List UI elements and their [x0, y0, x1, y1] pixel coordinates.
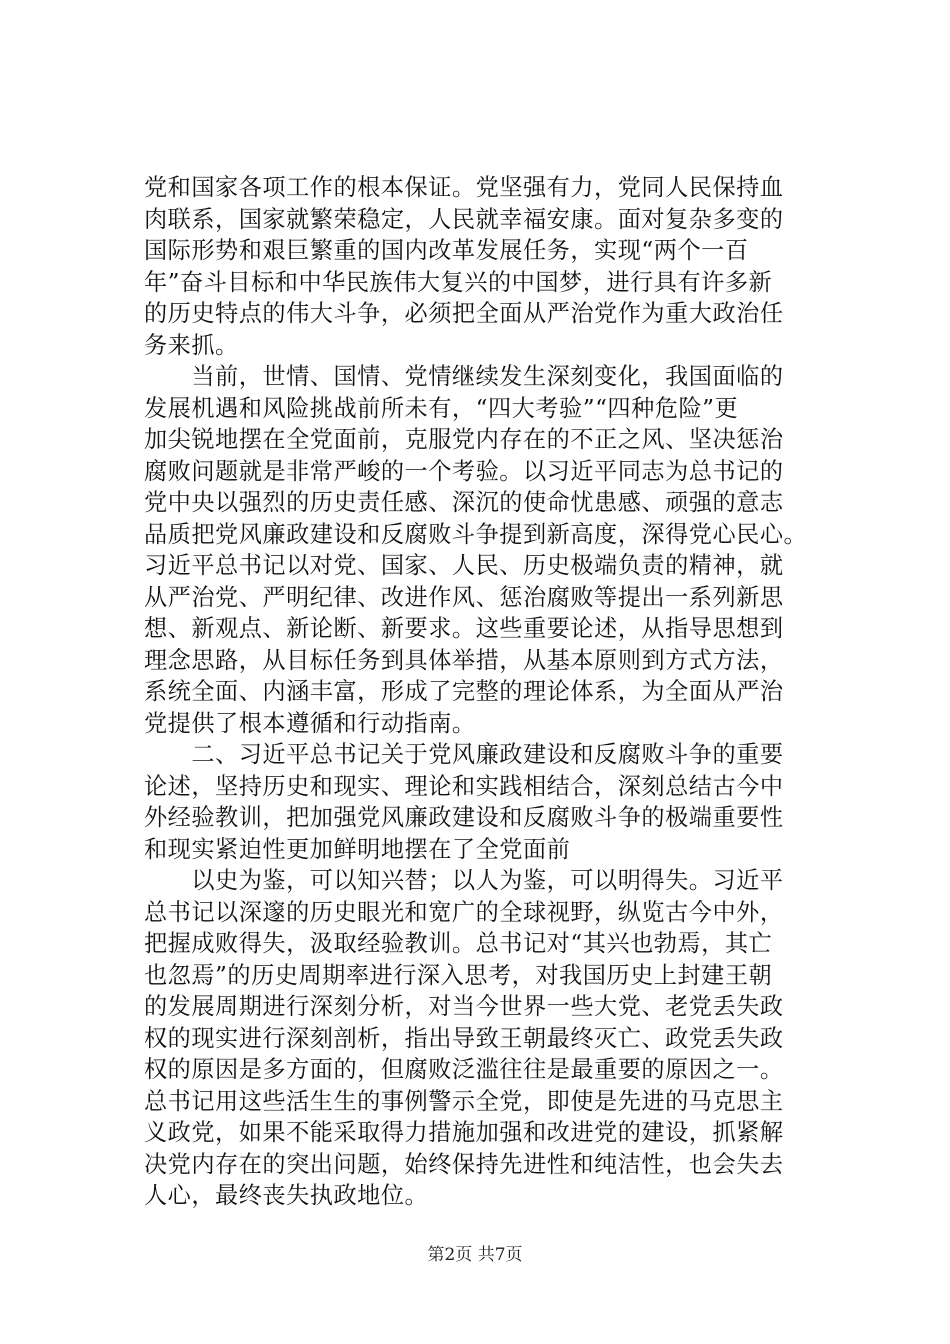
text-line: 务来抓。 [144, 331, 239, 359]
text-line: 把握成败得失，汲取经验教训。总书记对“其兴也勃焉，其亡 [144, 930, 773, 957]
text-line: 党提供了根本遵循和行动指南。 [144, 709, 476, 737]
page-number-footer: 第2页 共7页 [427, 1245, 523, 1265]
text-line: 权的原因是多方面的，但腐败泛滥往往是最重要的原因之一。 [144, 1056, 784, 1083]
text-line: 党和国家各项工作的根本保证。党坚强有力，党同人民保持血 [144, 174, 784, 201]
text-line: 党中央以强烈的历史责任感、深沉的使命忧患感、顽强的意志 [144, 489, 784, 516]
text-line: 发展机遇和风险挑战前所未有，“四大考验”“四种危险”更 [144, 394, 739, 422]
text-line: 论述，坚持历史和现实、理论和实践相结合，深刻总结古今中 [144, 772, 784, 800]
text-line: 的历史特点的伟大斗争，必须把全面从严治党作为重大政治任 [144, 300, 784, 327]
text-line: 习近平总书记以对党、国家、人民、历史极端负责的精神，就 [144, 552, 784, 579]
text-line: 品质把党风廉政建设和反腐败斗争提到新高度，深得党心民心。 [144, 520, 808, 548]
text-line: 从严治党、严明纪律、改进作风、惩治腐败等提出一系列新思 [144, 583, 784, 611]
text-line: 腐败问题就是非常严峻的一个考验。以习近平同志为总书记的 [144, 457, 784, 485]
text-line: 也忽焉”的历史周期率进行深入思考，对我国历史上封建王朝 [144, 961, 773, 989]
text-line: 肉联系，国家就繁荣稳定，人民就幸福安康。面对复杂多变的 [144, 205, 784, 233]
text-line: 以史为鉴，可以知兴替；以人为鉴，可以明得失。习近平 [144, 867, 784, 894]
text-line: 外经验教训，把加强党风廉政建设和反腐败斗争的极端重要性 [144, 804, 784, 831]
text-line: 义政党，如果不能采取得力措施加强和改进党的建设，抓紧解 [144, 1119, 784, 1146]
text-line: 系统全面、内涵丰富，形成了完整的理论体系，为全面从严治 [144, 678, 784, 705]
text-line: 国际形势和艰巨繁重的国内改革发展任务，实现“两个一百 [144, 237, 749, 264]
text-line: 人心，最终丧失执政地位。 [144, 1182, 429, 1209]
text-line: 的发展周期进行深刻分析，对当今世界一些大党、老党丢失政 [144, 993, 784, 1020]
text-line: 加尖锐地摆在全党面前，克服党内存在的不正之风、坚决惩治 [144, 426, 784, 453]
text-line: 总书记以深邃的历史眼光和宽广的全球视野，纵览古今中外， [144, 898, 784, 926]
text-line: 当前，世情、国情、党情继续发生深刻变化，我国面临的 [144, 363, 784, 390]
text-line: 总书记用这些活生生的事例警示全党，即使是先进的马克思主 [144, 1087, 784, 1115]
text-line: 和现实紧迫性更加鲜明地摆在了全党面前 [144, 835, 571, 863]
text-line: 权的现实进行深刻剖析，指出导致王朝最终灭亡、政党丢失政 [144, 1024, 784, 1052]
text-line: 年”奋斗目标和中华民族伟大复兴的中国梦，进行具有许多新 [144, 268, 773, 296]
document-body [144, 172, 840, 1212]
text-line: 决党内存在的突出问题，始终保持先进性和纯洁性，也会失去 [144, 1150, 784, 1178]
text-line: 理念思路，从目标任务到具体举措，从基本原则到方式方法， [144, 646, 784, 674]
text-line: 想、新观点、新论断、新要求。这些重要论述，从指导思想到 [144, 615, 784, 642]
text-line: 二、习近平总书记关于党风廉政建设和反腐败斗争的重要 [144, 741, 784, 768]
